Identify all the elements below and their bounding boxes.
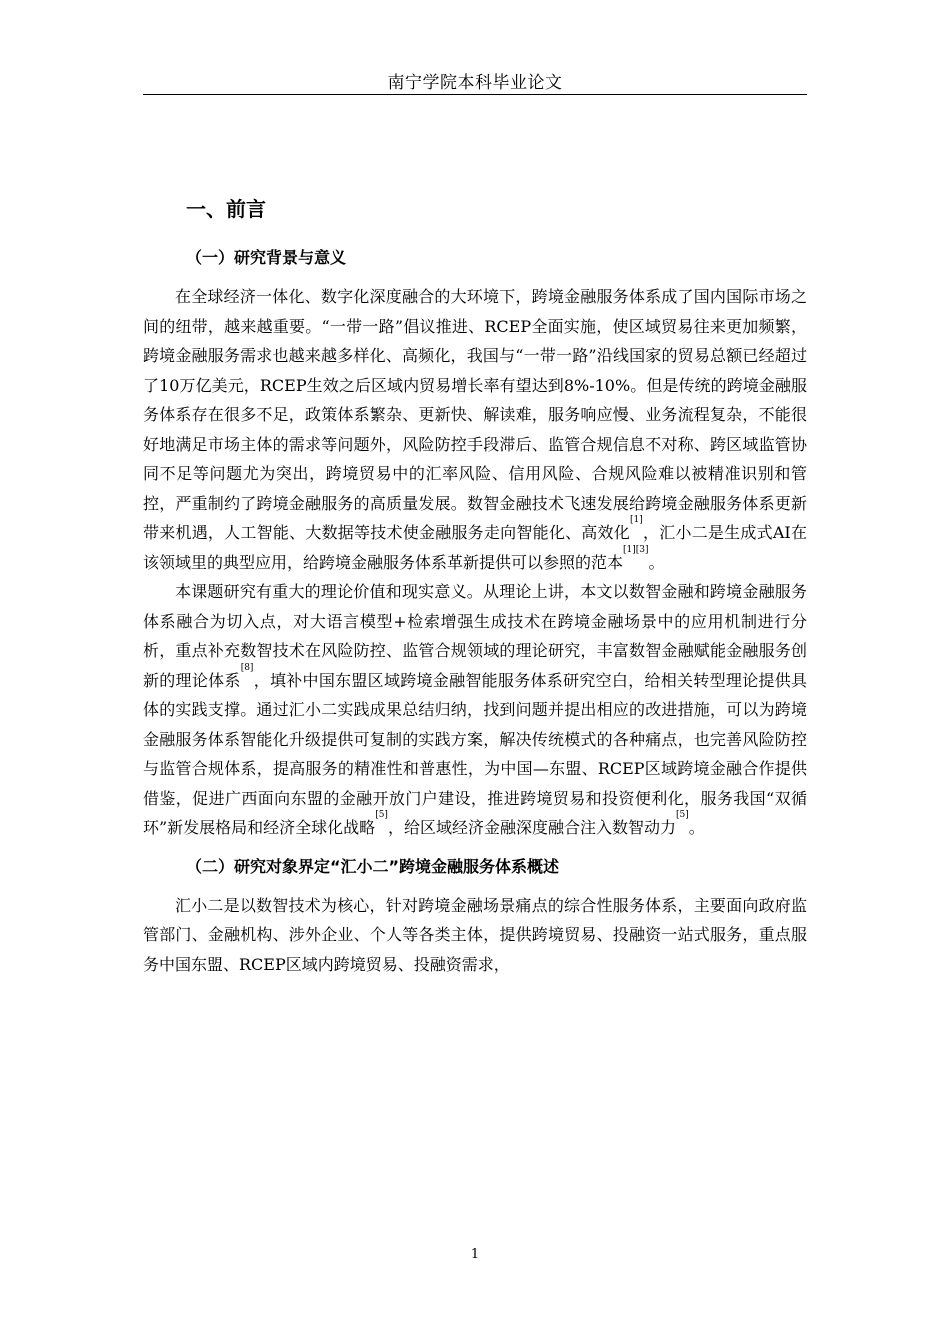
page-number: 1 [470,1247,480,1262]
running-header: 南宁学院本科毕业论文 [387,73,563,93]
paragraph-text: 。 [688,818,705,837]
paragraph-text: ，填补中国东盟区域跨境金融智能服务体系研究空白，给相关转型理论提供具体的实践支撑。通过汇小二实践成果总结归纳，找到问题并提出相应的改进措施，可以为跨境金融服务体系智能化升级提供可复制的实践方案，解决传统模式的各种痛点，也完善风险防控与监管合规体系，提高服务的精准性和普惠性，为中国—东盟、RCEP区域跨境金融合作提供借鉴，促进广西面向东盟的金融开放门户建设，推进跨境贸易和投资便利化，服务我国“双循环”新发展格局和经济全球化战略 [143,670,807,837]
citation: [8] [240,662,254,673]
page-body [143,190,807,979]
header-divider [143,94,807,95]
chapter-title: 一、前言 [186,197,266,221]
section-1-title: （一）研究背景与意义 [186,248,347,267]
citation: [5] [675,810,689,820]
section-1-paragraph-1 [143,282,807,577]
section-1-paragraph-2 [143,577,807,843]
paragraph-text: 。 [648,552,665,572]
section-2-title: （二）研究对象界定“汇小二”跨境金融服务体系概述 [186,856,560,876]
paragraph-text: 在全球经济一体化、数字化深度融合的大环境下，跨境金融服务体系成了国内国际市场之间的纽带，越来越重要。“一带一路”倡议推进、RCEP全面实施，使区域贸易往来更加频繁，跨境金融服务需求也越来越多样化、高频化，我国与“一带一路”沿线国家的贸易总额已经超过了10万亿美元，RCEP生效之后区域内贸易增长率有望达到8%-10%。但是传统的跨境金融服务体系存在很多不足，政策体系繁杂、更新快、解读难，服务响应慢、业务流程复杂，不能很好地满足市场主体的需求等问题外，风险防控手段滞后、监管合规信息不对称、跨区域监管协同不足等问题尤为突出，跨境贸易中的汇率风险、信用风险、合规风险难以被精准识别和管控，严重制约了跨境金融服务的高质量发展。数智金融技术飞速发展给跨境金融服务体系更新带来机遇，人工智能、大数据等技术使金融服务走向智能化、高效化 [143,287,807,542]
paragraph-text: ，给区域经济金融深度融合注入数智动力 [387,818,676,837]
citation: [1][3] [623,544,649,555]
paragraph-text: 本课题研究有重大的理论价值和现实意义。从理论上讲，本文以数智金融和跨境金融服务体系融合为切入点，对大语言模型+检索增强生成技术在跨境金融场景中的应用机制进行分析，重点补充数智技术在风险防控、监管合规领域的理论研究，丰富数智金融赋能金融服务创新的理论体系 [143,582,807,690]
paragraph-text: ，汇小二是生成式AI在该领域里的典型应用，给跨境金融服务体系革新提供可以参照的范本 [143,523,807,572]
citation: [1] [630,515,643,525]
section-2-paragraph-1: 汇小二是以数智技术为核心，针对跨境金融场景痛点的综合性服务体系，主要面向政府监管部门、金融机构、涉外企业、个人等各类主体，提供跨境贸易、投融资一站式服务，重点服务中国东盟、RCEP区域内跨境贸易、投融资需求， [143,895,807,974]
citation: [5] [375,810,388,820]
